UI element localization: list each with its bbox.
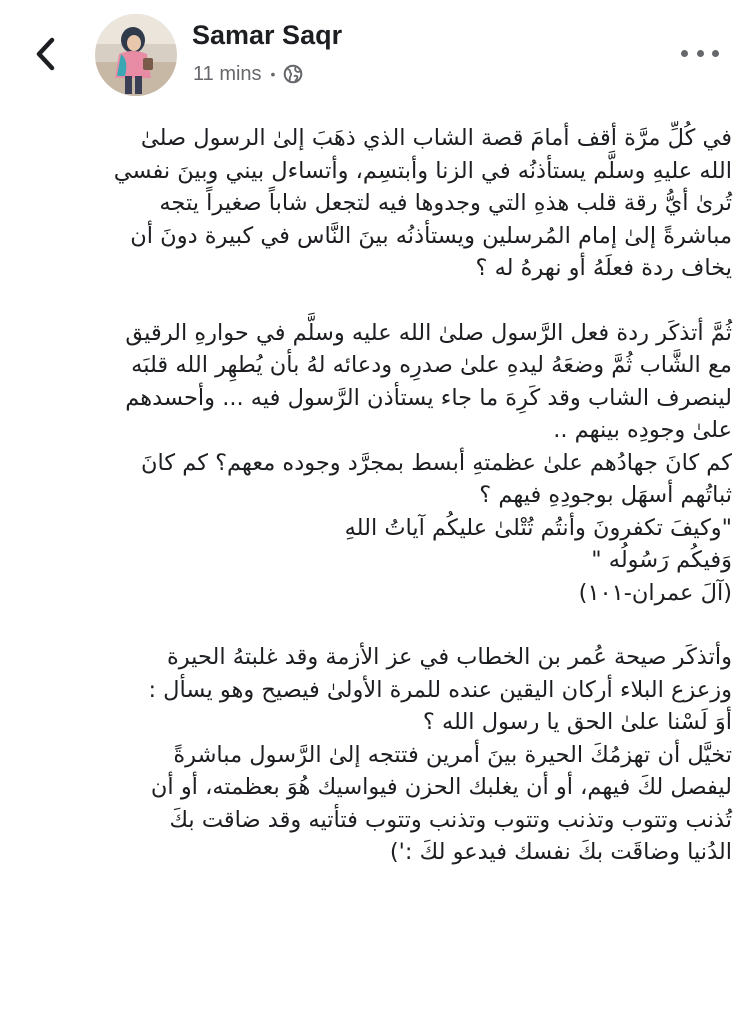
text-line: تخيَّل أن تهزمُكَ الحيرة بينَ أمرين فتتجه إلىٰ الرَّسول مباشرةً <box>173 741 732 768</box>
text-line: لينصرف الشاب وقد كَرِهَ ما جاء يستأذن الرَّسول فيه ... وأحسدهم <box>125 384 732 411</box>
text-line: أوَ لَسْنا علىٰ الحق يا رسول الله ؟ <box>422 709 732 735</box>
post-meta <box>193 60 303 88</box>
text-line: تُرىٰ أيُّ رقة قلب هذهِ التي وجدوها فيه لتجعل شاباً صغيراً يتجه <box>159 190 732 216</box>
text-line: مع الشَّاب ثُمَّ وضعَهُ ليدهِ علىٰ صدرِه ودعائه لهُ بأن يُطهِر الله قلبَه <box>131 352 732 378</box>
text-line: وَفيكُم رَسُولُه " <box>591 547 732 573</box>
more-dot <box>681 50 688 57</box>
more-dot <box>712 50 719 57</box>
back-button[interactable] <box>24 30 68 78</box>
text-line: كم كانَ جهادُهم علىٰ عظمتهِ أبسط بمجرَّد وجوده معهم؟ كم كانَ <box>140 449 732 476</box>
paragraph <box>18 317 732 610</box>
text-line: في كُلِّ مرَّة أقف أمامَ قصة الشاب الذي ذهَبَ إلىٰ الرسول صلىٰ <box>140 125 732 151</box>
more-options-button[interactable] <box>681 38 719 68</box>
text-line: مباشرةً إلىٰ إمام المُرسلين ويستأذنُه بينَ النَّاس في كبيرة دونَ أن <box>130 222 732 249</box>
text-line: "وكيفَ تكفرونَ وأنتُم تُتْلىٰ عليكُم آياتُ اللهِ <box>344 514 732 541</box>
avatar-image <box>95 14 177 96</box>
text-line: ثُمَّ أتذكَر ردة فعل الرَّسول صلىٰ الله عليه وسلَّم في حوارهِ الرقيق <box>125 319 732 346</box>
text-line: يخاف ردة فعلَهُ أو نهرهُ له ؟ <box>475 255 732 281</box>
author-avatar[interactable] <box>95 14 177 96</box>
globe-icon[interactable] <box>283 64 303 84</box>
text-line: ثباتُهم أسهَل بوجودِهِ فيهم ؟ <box>479 482 732 508</box>
timestamp[interactable]: 11 mins <box>193 62 262 85</box>
meta-separator: • <box>270 66 276 82</box>
text-line: وزعزع البلاء أركان اليقين عنده للمرة الأولىٰ فيصيح وهو يسأل : <box>148 676 732 703</box>
text-line: (آلَ عمران-١٠١) <box>578 579 732 606</box>
text-line: الله عليهِ وسلَّم يستأذنُه في الزنا وأبتسِم، وأتساءل بيني وبينَ نفسي <box>113 157 732 184</box>
paragraph <box>18 122 732 285</box>
post-text <box>18 122 732 901</box>
text-line: الدُنيا وضاقَت بكَ نفسك فيدعو لكَ :') <box>389 839 732 865</box>
paragraph <box>18 641 732 869</box>
text-line: تُذنب وتتوب وتذنب وتتوب وتذنب وتتوب فتأتيه وقد ضاقت بكَ <box>169 806 732 833</box>
post-header <box>0 0 749 110</box>
more-dot <box>697 50 704 57</box>
author-name[interactable]: Samar Saqr <box>192 20 343 50</box>
text-line: ليفصل لكَ فيهم، أو أن يغلبك الحزن فيواسيك هُوَ بعظمته، أو أن <box>150 774 732 800</box>
text-line: علىٰ وجودِه بينهم .. <box>553 417 732 443</box>
text-line: وأتذكَر صيحة عُمر بن الخطاب في عز الأزمة وقد غلبتهُ الحيرة <box>166 644 732 670</box>
chevron-left-icon <box>33 37 59 71</box>
